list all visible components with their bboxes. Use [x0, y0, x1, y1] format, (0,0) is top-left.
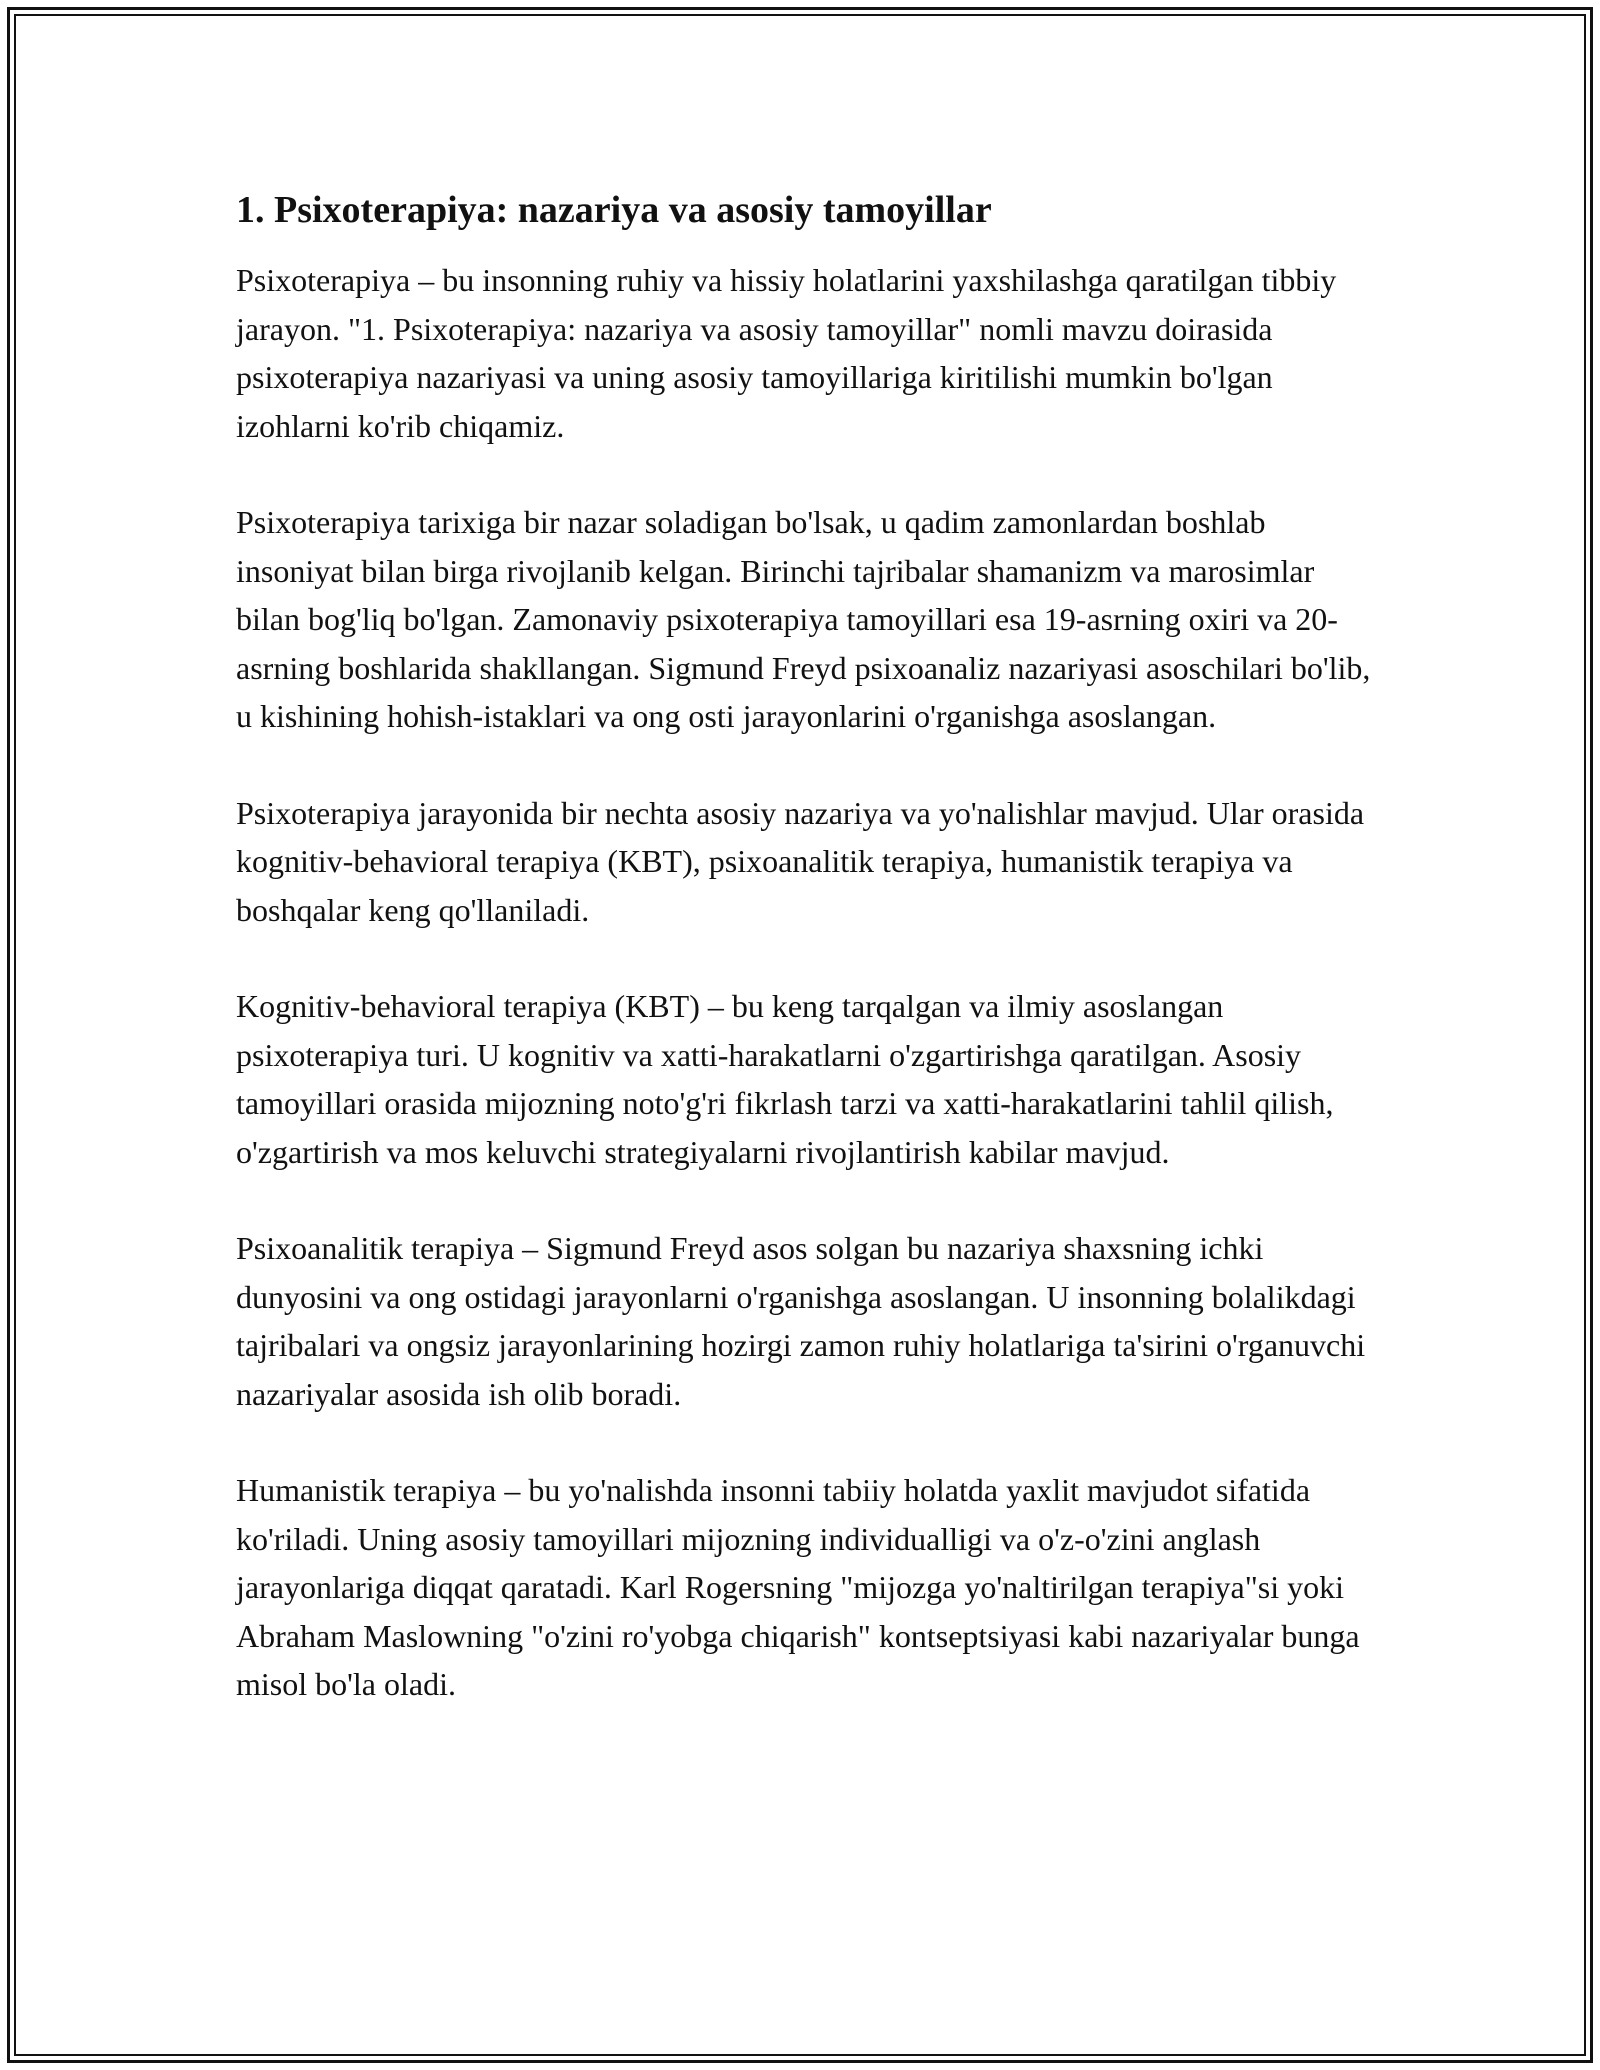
- paragraph-history: Psixoterapiya tarixiga bir nazar soladigan bo'lsak, u qadim zamonlardan boshlab insoniyat bilan birga rivojlanib kelgan. Birinchi tajribalar shamanizm va marosimlar bilan bog'liq bo'lgan. Zamonaviy psixoterapiya tamoyillari esa 19-asrning oxiri va 20-asrning boshlarida shakllangan. Sigmund Freyd psixoanaliz nazariyasi asoschilari bo'lib, u kishining hohish-istaklari va ong osti jarayonlarini o'rganishga asoslangan.: [236, 504, 1371, 734]
- paragraph-psychoanalytic: Psixoanalitik terapiya – Sigmund Freyd asos solgan bu nazariya shaxsning ichki dunyosini va ong ostidagi jarayonlarni o'rganishga asoslangan. U insonning bolalikdagi tajribalari va ongsiz jarayonlarining hozirgi zamon ruhiy holatlariga ta'sirini o'rganuvchi nazariyalar asosida ish olib boradi.: [236, 1230, 1366, 1412]
- section-heading: 1. Psixoterapiya: nazariya va asosiy tamoyillar: [236, 189, 992, 231]
- paragraph-humanistic: Humanistik terapiya – bu yo'nalishda insonni tabiiy holatda yaxlit mavjudot sifatida ko'riladi. Uning asosiy tamoyillari mijozning individualligi va o'z-o'zini anglash jarayonlariga diqqat qaratadi. Karl Rogersning "mijozga yo'naltirilgan terapiya"si yoki Abraham Maslowning "o'zini ro'yobga chiqarish" kontseptsiyasi kabi nazariyalar bunga misol bo'la oladi.: [236, 1472, 1360, 1702]
- paragraph-approaches: Psixoterapiya jarayonida bir nechta asosiy nazariya va yo'nalishlar mavjud. Ular orasida kognitiv-behavioral terapiya (KBT), psixoanalitik terapiya, humanistik terapiya va boshqalar keng qo'llaniladi.: [236, 794, 1365, 928]
- paragraph-intro: Psixoterapiya – bu insonning ruhiy va hissiy holatlarini yaxshilashga qaratilgan tibbiy jarayon. "1. Psixoterapiya: nazariya va asosiy tamoyillar" nomli mavzu doirasida psixoterapiya nazariyasi va uning asosiy tamoyillariga kiritilishi mumkin bo'lgan izohlarni ko'rib chiqamiz.: [236, 262, 1337, 444]
- document-body: [236, 186, 1376, 1757]
- paragraph-cbt: Kognitiv-behavioral terapiya (KBT) – bu keng tarqalgan va ilmiy asoslangan psixoterapiya turi. U kognitiv va xatti-harakatlarni o'zgartirishga qaratilgan. Asosiy tamoyillari orasida mijozning noto'g'ri fikrlash tarzi va xatti-harakatlarini tahlil qilish, o'zgartirish va mos keluvchi strategiyalarni rivojlantirish kabilar mavjud.: [236, 988, 1334, 1170]
